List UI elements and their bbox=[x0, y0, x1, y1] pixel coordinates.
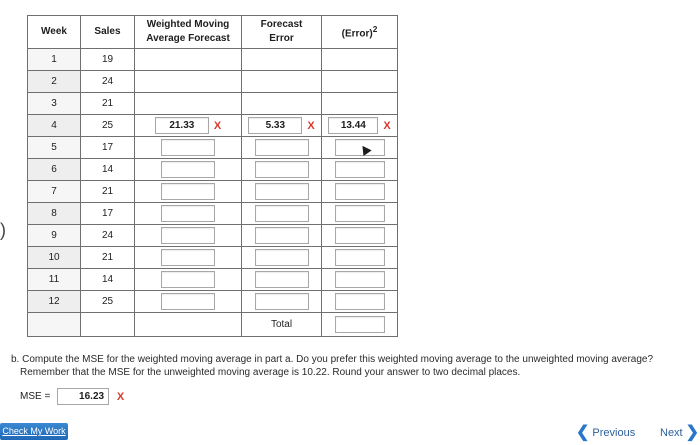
forecast-error-cell bbox=[242, 71, 322, 93]
error-squared-input[interactable] bbox=[335, 183, 385, 200]
forecast-error-cell bbox=[242, 93, 322, 115]
wma-answer bbox=[161, 186, 215, 197]
wma-answer bbox=[161, 252, 215, 263]
forecast-table bbox=[27, 15, 398, 337]
week-cell: 11 bbox=[28, 269, 81, 291]
wma-cell bbox=[135, 181, 242, 203]
table-row bbox=[28, 49, 398, 71]
error-squared-answer bbox=[335, 230, 385, 241]
table-row bbox=[28, 93, 398, 115]
forecast-error-cell bbox=[242, 49, 322, 71]
error-squared-cell bbox=[322, 203, 398, 225]
wma-input[interactable] bbox=[161, 205, 215, 222]
header-sales: Sales bbox=[81, 16, 135, 49]
forecast-error-input[interactable] bbox=[255, 161, 309, 178]
forecast-error-input[interactable] bbox=[255, 227, 309, 244]
sales-cell: 21 bbox=[81, 247, 135, 269]
forecast-error-input[interactable] bbox=[255, 293, 309, 310]
forecast-error-cell bbox=[242, 181, 322, 203]
forecast-error-input[interactable] bbox=[255, 249, 309, 266]
forecast-error-answer bbox=[255, 296, 309, 307]
forecast-error-input[interactable] bbox=[255, 271, 309, 288]
table-body bbox=[28, 49, 398, 337]
forecast-error-cell bbox=[242, 225, 322, 247]
wma-cell bbox=[135, 291, 242, 313]
error-squared-cell bbox=[322, 225, 398, 247]
forecast-error-answer bbox=[255, 230, 309, 241]
next-button[interactable] bbox=[660, 426, 700, 440]
week-cell: 6 bbox=[28, 159, 81, 181]
week-cell: 8 bbox=[28, 203, 81, 225]
error-squared-input[interactable] bbox=[335, 249, 385, 266]
error-squared-input[interactable] bbox=[335, 293, 385, 310]
forecast-error-input[interactable]: 5.33 bbox=[248, 117, 302, 134]
error-squared-input[interactable] bbox=[335, 161, 385, 178]
previous-label: Previous bbox=[592, 427, 636, 439]
table-row bbox=[28, 71, 398, 93]
wma-input[interactable] bbox=[161, 227, 215, 244]
wma-cell bbox=[135, 269, 242, 291]
wma-answer bbox=[161, 164, 215, 175]
error-squared-input[interactable] bbox=[335, 227, 385, 244]
forecast-error-input[interactable] bbox=[255, 205, 309, 222]
sales-cell: 17 bbox=[81, 137, 135, 159]
week-cell: 4 bbox=[28, 115, 81, 137]
error-squared-answer bbox=[335, 274, 385, 285]
total-error-squared-input[interactable] bbox=[335, 316, 385, 333]
wma-answer bbox=[161, 208, 215, 219]
sales-cell: 24 bbox=[81, 71, 135, 93]
error-squared-input[interactable] bbox=[335, 205, 385, 222]
mse-label: MSE = bbox=[20, 391, 51, 402]
mse-answer-row bbox=[20, 388, 124, 405]
table-row bbox=[28, 159, 398, 181]
table-row bbox=[28, 247, 398, 269]
forecast-error-answer bbox=[255, 186, 309, 197]
incorrect-icon: X bbox=[213, 119, 222, 132]
forecast-error-answer bbox=[255, 252, 309, 263]
forecast-error-answer bbox=[255, 164, 309, 175]
header-week: Week bbox=[28, 16, 81, 49]
forecast-error-cell bbox=[242, 269, 322, 291]
forecast-error-cell bbox=[242, 203, 322, 225]
sales-cell: 25 bbox=[81, 291, 135, 313]
error-squared-cell bbox=[322, 291, 398, 313]
table-row bbox=[28, 115, 398, 137]
previous-button[interactable] bbox=[573, 426, 635, 440]
sales-cell: 24 bbox=[81, 225, 135, 247]
error-squared-answer bbox=[328, 120, 390, 131]
table-row bbox=[28, 225, 398, 247]
wma-cell bbox=[135, 159, 242, 181]
forecast-error-input[interactable] bbox=[255, 139, 309, 156]
error-squared-cell bbox=[322, 247, 398, 269]
table-row bbox=[28, 181, 398, 203]
sales-cell: 14 bbox=[81, 269, 135, 291]
wma-cell bbox=[135, 137, 242, 159]
wma-input[interactable]: 21.33 bbox=[155, 117, 209, 134]
question-line-1: b. Compute the MSE for the weighted moving average in part a. Do you prefer this weighted moving average to the unweighted moving average? bbox=[11, 354, 654, 365]
error-squared-answer bbox=[335, 208, 385, 219]
mse-incorrect-icon: X bbox=[116, 390, 125, 403]
header-error-squared: (Error)$^2$ bbox=[322, 16, 398, 49]
forecast-error-answer bbox=[255, 274, 309, 285]
error-squared-cell bbox=[322, 93, 398, 115]
incorrect-icon: X bbox=[383, 119, 391, 132]
error-squared-cell bbox=[322, 49, 398, 71]
error-squared-cell bbox=[322, 159, 398, 181]
header-forecast-error: Forecast Error bbox=[242, 16, 322, 49]
wma-cell bbox=[135, 203, 242, 225]
forecast-error-cell bbox=[242, 137, 322, 159]
error-squared-answer bbox=[335, 164, 385, 175]
table-header-row bbox=[28, 16, 398, 49]
week-cell: 1 bbox=[28, 49, 81, 71]
week-cell: 9 bbox=[28, 225, 81, 247]
sales-cell: 17 bbox=[81, 203, 135, 225]
total-error-squared-cell bbox=[322, 313, 398, 337]
week-cell: 7 bbox=[28, 181, 81, 203]
chevron-right-icon: ❯ bbox=[685, 424, 700, 441]
sales-cell: 21 bbox=[81, 181, 135, 203]
week-cell: 12 bbox=[28, 291, 81, 313]
forecast-error-cell bbox=[242, 115, 322, 137]
error-squared-answer bbox=[335, 186, 385, 197]
table-row bbox=[28, 137, 398, 159]
error-squared-cell bbox=[322, 115, 398, 137]
wma-input[interactable] bbox=[161, 293, 215, 310]
question-text bbox=[11, 353, 691, 379]
wma-input[interactable] bbox=[161, 249, 215, 266]
total-wma-cell bbox=[135, 313, 242, 337]
wma-input[interactable] bbox=[161, 183, 215, 200]
wma-answer bbox=[161, 296, 215, 307]
week-cell: 2 bbox=[28, 71, 81, 93]
check-my-work-button[interactable]: Check My Work bbox=[0, 423, 68, 440]
forecast-error-cell bbox=[242, 291, 322, 313]
table-row bbox=[28, 203, 398, 225]
wma-cell bbox=[135, 247, 242, 269]
error-squared-cell bbox=[322, 181, 398, 203]
sales-cell: 21 bbox=[81, 93, 135, 115]
mse-input[interactable]: 16.23 bbox=[57, 388, 109, 405]
wma-cell bbox=[135, 49, 242, 71]
error-squared-answer bbox=[335, 296, 385, 307]
forecast-error-cell bbox=[242, 159, 322, 181]
total-row bbox=[28, 313, 398, 337]
week-cell: 3 bbox=[28, 93, 81, 115]
sales-cell: 19 bbox=[81, 49, 135, 71]
forecast-error-answer bbox=[255, 142, 309, 153]
wma-cell bbox=[135, 115, 242, 137]
wma-answer bbox=[161, 142, 215, 153]
forecast-error-input[interactable] bbox=[255, 183, 309, 200]
wma-input[interactable] bbox=[161, 139, 215, 156]
error-squared-cell bbox=[322, 71, 398, 93]
forecast-error-answer bbox=[255, 208, 309, 219]
week-cell: 5 bbox=[28, 137, 81, 159]
sales-cell: 25 bbox=[81, 115, 135, 137]
forecast-error-cell bbox=[242, 247, 322, 269]
wma-cell bbox=[135, 93, 242, 115]
error-squared-input[interactable] bbox=[335, 271, 385, 288]
table-row bbox=[28, 291, 398, 313]
error-squared-answer bbox=[335, 252, 385, 263]
chevron-left-icon: ❮ bbox=[576, 424, 590, 441]
wma-cell bbox=[135, 225, 242, 247]
total-week-cell bbox=[28, 313, 81, 337]
edge-artifact: ) bbox=[0, 220, 6, 240]
error-squared-cell bbox=[322, 269, 398, 291]
wma-answer bbox=[155, 120, 221, 131]
question-line-2: Remember that the MSE for the unweighted moving average is 10.22. Round your answer to two decimal places. bbox=[20, 367, 521, 378]
header-weighted-moving-average-forecast: Weighted Moving Average Forecast bbox=[135, 16, 242, 49]
table-row bbox=[28, 269, 398, 291]
next-label: Next bbox=[660, 427, 683, 439]
wma-answer bbox=[161, 230, 215, 241]
forecast-error-answer bbox=[248, 120, 314, 131]
total-sales-cell bbox=[81, 313, 135, 337]
wma-input[interactable] bbox=[161, 161, 215, 178]
wma-cell bbox=[135, 71, 242, 93]
total-label: Total bbox=[242, 313, 322, 337]
sales-cell: 14 bbox=[81, 159, 135, 181]
wma-input[interactable] bbox=[161, 271, 215, 288]
week-cell: 10 bbox=[28, 247, 81, 269]
error-squared-input[interactable]: 13.44 bbox=[328, 117, 378, 134]
wma-answer bbox=[161, 274, 215, 285]
incorrect-icon: X bbox=[307, 119, 315, 132]
